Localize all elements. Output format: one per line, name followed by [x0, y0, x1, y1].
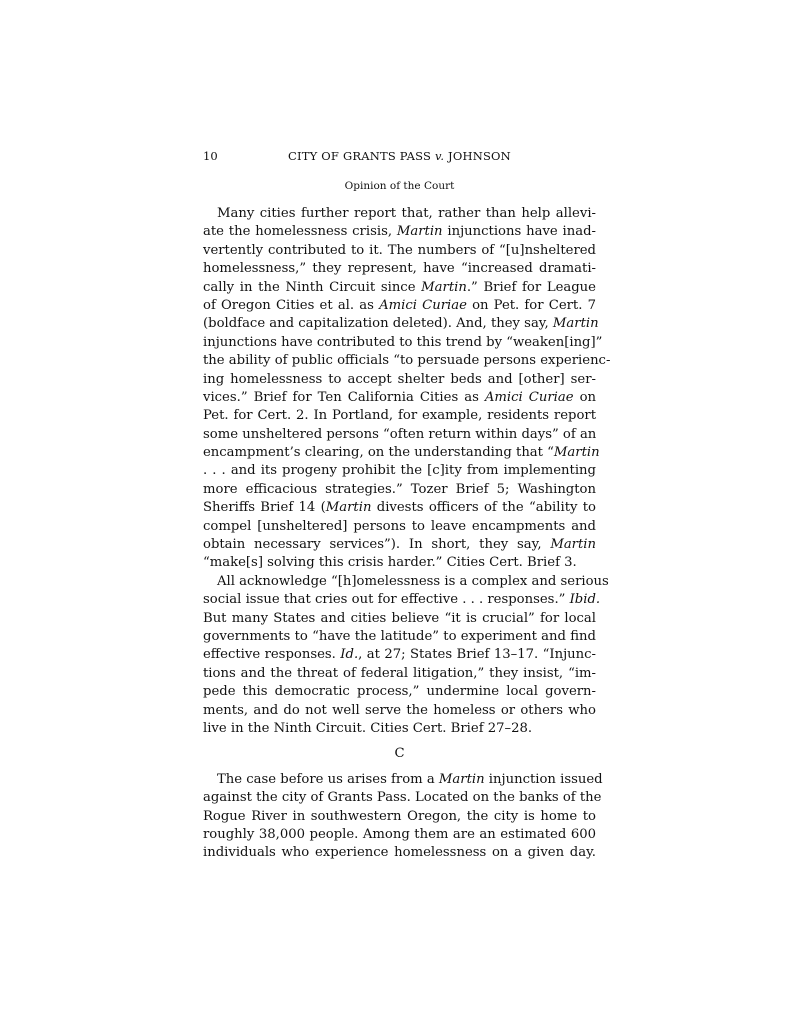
text-line: cally in the Ninth Circuit since Martin.” Brief for League	[203, 279, 596, 295]
text-line: But many States and cities believe “it is crucial” for local	[203, 610, 596, 626]
text-line: . . . and its progeny prohibit the [c]ity from implementing	[203, 463, 596, 479]
text-line: pede this democratic process,” undermine local govern-	[203, 684, 596, 700]
text-line: tions and the threat of federal litigation,” they insist, “im-	[203, 665, 596, 681]
paragraph-2	[203, 573, 609, 739]
text-line: against the city of Grants Pass. Located on the banks of the	[203, 790, 602, 806]
text-line: ate the homelessness crisis, Martin injunctions have inad-	[203, 224, 596, 240]
text-line: The case before us arises from a Martin injunction issued	[217, 771, 603, 787]
text-line: of Oregon Cities et al. as Amici Curiae on Pet. for Cert. 7	[203, 297, 596, 313]
text-line: roughly 38,000 people. Among them are an estimated 600	[203, 826, 596, 842]
opinion-label: Opinion of the Court	[344, 180, 455, 192]
text-line: ing homelessness to accept shelter beds and [other] ser-	[203, 371, 596, 387]
text-line: homelessness,” they represent, have “increased dramati-	[203, 261, 596, 277]
case-name-versus: v.	[434, 149, 445, 163]
text-line: some unsheltered persons “often return within days” of an	[203, 426, 597, 442]
text-line: individuals who experience homelessness on a given day.	[203, 845, 596, 861]
text-line: Pet. for Cert. 2. In Portland, for example, residents report	[203, 408, 596, 424]
text-line: All acknowledge “[h]omelessness is a complex and serious	[217, 573, 609, 589]
text-line: more efficacious strategies.” Tozer Brief 5; Washington	[203, 481, 596, 497]
text-line: obtain necessary services”). In short, they say, Martin	[203, 537, 596, 553]
text-line: compel [unsheltered] persons to leave encampments and	[203, 518, 596, 534]
text-line: ments, and do not well serve the homeless or others who	[203, 702, 596, 718]
paragraph-3	[203, 771, 603, 863]
text-line: governments to “have the latitude” to experiment and find	[203, 628, 596, 644]
text-line: “make[s] solving this crisis harder.” Cities Cert. Brief 3.	[203, 555, 577, 571]
text-line: Many cities further report that, rather than help allevi-	[217, 206, 596, 221]
text-line: Sheriffs Brief 14 (Martin divests officers of the “ability to	[203, 500, 596, 516]
page-header	[203, 149, 596, 165]
text-line: injunctions have contributed to this trend by “weaken[ing]”	[203, 334, 603, 350]
paragraph-1	[203, 205, 611, 573]
running-head	[203, 149, 596, 163]
text-line: (boldface and capitalization deleted). And, they say, Martin	[203, 316, 599, 332]
case-name-pre: CITY OF GRANTS PASS	[288, 149, 435, 163]
opinion-body	[203, 205, 611, 863]
text-line: vertently contributed to it. The numbers of “[u]nsheltered	[203, 242, 596, 258]
text-line: social issue that cries out for effective . . . responses.” Ibid.	[203, 592, 601, 608]
case-name-post: JOHNSON	[444, 149, 511, 163]
text-line: Rogue River in southwestern Oregon, the city is home to	[203, 808, 596, 824]
text-line: encampment’s clearing, on the understanding that “Martin	[203, 445, 600, 461]
text-line: the ability of public officials “to persuade persons experienc-	[203, 353, 611, 369]
text-line: live in the Ninth Circuit. Cities Cert. Brief 27–28.	[203, 720, 533, 736]
text-line: effective responses. Id., at 27; States Brief 13–17. “Injunc-	[203, 647, 596, 663]
section-heading: C	[394, 746, 405, 762]
text-line: vices.” Brief for Ten California Cities as Amici Curiae on	[203, 389, 596, 405]
page-number: 10	[203, 149, 218, 163]
